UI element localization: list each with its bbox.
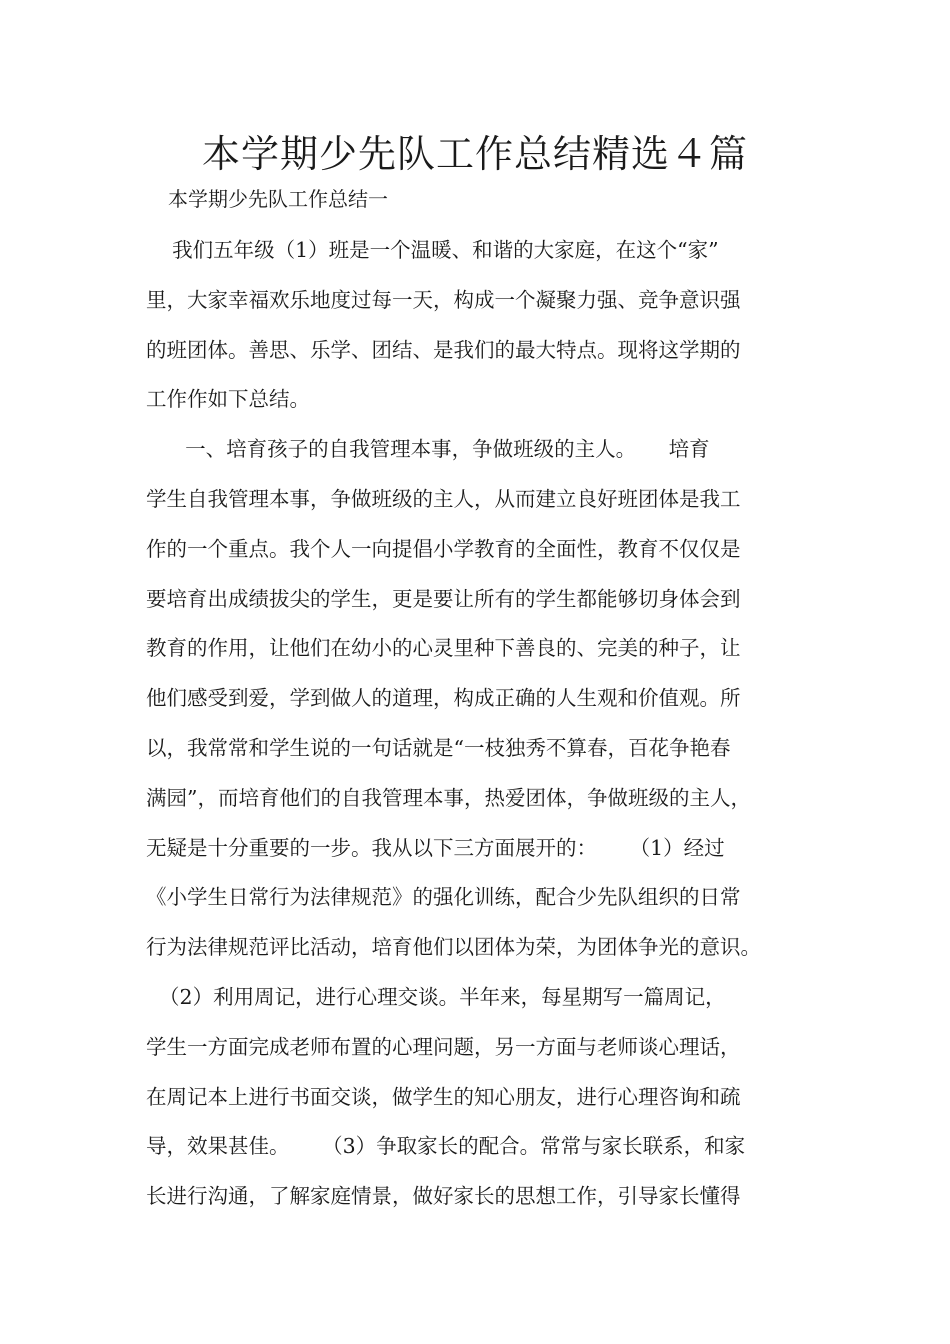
section-heading: 本学期少先队工作总结一 bbox=[168, 187, 388, 211]
text-line: 我们五年级（1）班是一个温暖、和谐的大家庭，在这个“家” bbox=[146, 238, 719, 262]
text-line: 长进行沟通，了解家庭情景，做好家长的思想工作，引导家长懂得 bbox=[146, 1184, 741, 1209]
text-line: 工作作如下总结。 bbox=[146, 387, 310, 412]
text-line: 行为法律规范评比活动，培育他们以团体为荣，为团体争光的意识。 bbox=[146, 935, 761, 960]
text-line: 一、培育孩子的自我管理本事，争做班级的主人。 培育 bbox=[146, 437, 710, 462]
text-line: 教育的作用，让他们在幼小的心灵里种下善良的、完美的种子，让 bbox=[146, 636, 741, 661]
document-title: 本学期少先队工作总结精选４篇 bbox=[201, 132, 748, 176]
text-line: 要培育出成绩拔尖的学生，更是要让所有的学生都能够切身体会到 bbox=[146, 586, 741, 611]
text-line: 作的一个重点。我个人一向提倡小学教育的全面性，教育不仅仅是 bbox=[146, 536, 741, 561]
text-line: 里，大家幸福欢乐地度过每一天，构成一个凝聚力强、竞争意识强 bbox=[146, 287, 741, 312]
text-line: 的班团体。善思、乐学、团结、是我们的最大特点。现将这学期的 bbox=[146, 337, 741, 362]
text-line: 学生自我管理本事，争做班级的主人，从而建立良好班团体是我工 bbox=[146, 486, 741, 511]
body-text bbox=[146, 226, 826, 1222]
text-line: 学生一方面完成老师布置的心理问题，另一方面与老师谈心理话， bbox=[146, 1034, 741, 1059]
text-line: 满园”，而培育他们的自我管理本事，热爱团体，争做班级的主人， bbox=[146, 785, 751, 810]
text-line: 无疑是十分重要的一步。我从以下三方面展开的： （1）经过 bbox=[146, 835, 725, 860]
text-line: 在周记本上进行书面交谈，做学生的知心朋友，进行心理咨询和疏 bbox=[146, 1084, 741, 1109]
text-line: （2）利用周记，进行心理交谈。半年来，每星期写一篇周记， bbox=[146, 984, 726, 1009]
text-line: 他们感受到爱，学到做人的道理，构成正确的人生观和价值观。所 bbox=[146, 686, 741, 711]
text-line: 以，我常常和学生说的一句话就是“一枝独秀不算春，百花争艳春 bbox=[146, 735, 731, 760]
text-line: 《小学生日常行为法律规范》的强化训练，配合少先队组织的日常 bbox=[146, 885, 741, 910]
text-line: 导，效果甚佳。 （3）争取家长的配合。常常与家长联系，和家 bbox=[146, 1134, 746, 1159]
